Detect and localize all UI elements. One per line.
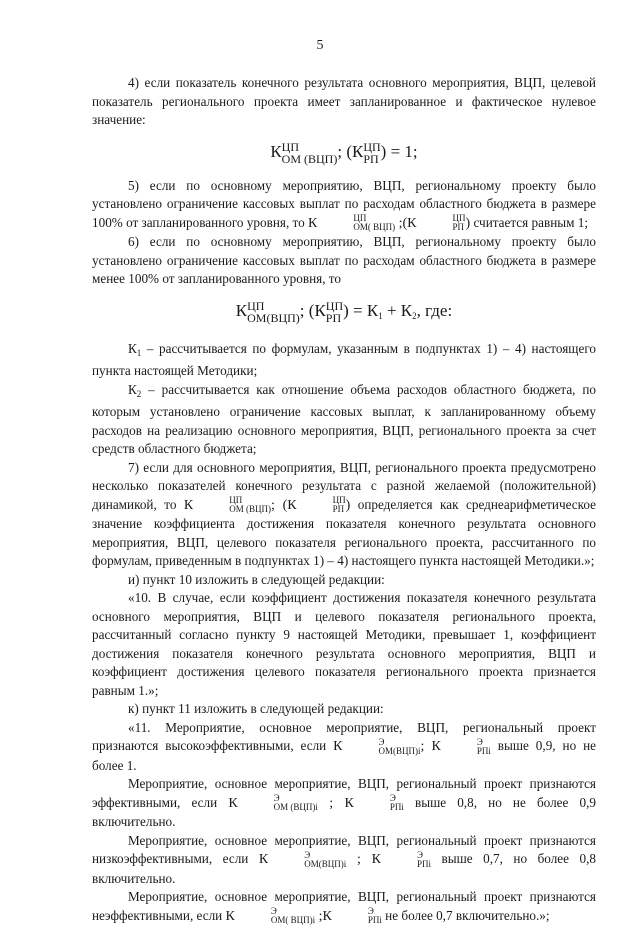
formula2-rp-indices (326, 300, 343, 324)
ke-a-rp-indices (441, 738, 491, 756)
formula2-sub-1: 1 (378, 310, 383, 321)
formula2-end: , где: (416, 300, 453, 320)
inline-rp-indices (417, 214, 466, 232)
inline-k-sub: ОМ( ВЦП) (353, 222, 396, 233)
k2-sub: 2 (136, 388, 142, 399)
formula-k-symbol: К (270, 141, 282, 161)
k1-text: – рассчитывается по формулам, указанным в подпунктах 1) – 4) настоящего пункта настоящей Методики; (92, 340, 596, 379)
ke-d-k: К (225, 908, 235, 924)
paragraph-point-10: «10. В случае, если коэффициент достижения показателя конечного результата основного мероприятия, ВЦП и целевого показателя регионального проекта, рассчитанный согласно пункту 9 настоящей Методики, превышает 1, коэффициент достижения показателя конечного результата основного мероприятия, ВЦП и коэффициент достижения целевого показателя регионального проекта признается равным 1.»; (92, 590, 596, 698)
inline-ke-a (333, 736, 491, 756)
inline-k-indices (317, 214, 395, 232)
p11b-tail: выше 0,8, но не более 0,9 включительно. (92, 794, 597, 830)
p11a-tail: выше 0,9, но не более 1. (92, 738, 596, 773)
formula2-k-sub: ОМ(ВЦП) (247, 310, 300, 325)
paragraph-item-5-tail: считается равным 1; (473, 214, 589, 230)
inline-paren-close: ) (465, 215, 471, 231)
ke-b-k2: К (344, 795, 354, 811)
document-body (92, 74, 596, 926)
inline7-k: К (183, 497, 194, 513)
ke-c-rp-indices (381, 851, 431, 869)
ke-c-k: К (258, 852, 269, 868)
inline-ke-b (228, 793, 404, 813)
inline7-sep: ; (271, 497, 275, 513)
paragraph-item-6: 6) если по основному мероприятию, ВЦП, региональному проекту было установлено ограничение кассовых выплат по расходам областного бюджета в размере менее 100% от запланированного уровня, то (92, 234, 596, 287)
formula-rp-indices (363, 141, 380, 165)
ke-c-rp-sub: РПi (416, 858, 431, 869)
paragraph-amend-i: и) пункт 10 изложить в следующей редакции: (128, 571, 385, 587)
definition-k2 (92, 381, 596, 459)
ke-d-rp-indices (332, 907, 382, 925)
formula-k-indices (282, 141, 338, 165)
ke-a-k: К (333, 739, 343, 755)
ke-c-indices (268, 851, 346, 869)
formula-rp-sup: ЦП (363, 139, 381, 154)
formula-tail: ) = 1; (380, 141, 418, 161)
k1-symbol: К (128, 340, 137, 356)
ke-a-sub: ОМ(ВЦП)i (378, 745, 421, 756)
inline-paren-open: (К (402, 215, 417, 231)
ke-a-rp-sup: Э (476, 736, 483, 747)
formula2-paren-open: (К (308, 300, 326, 320)
inline-sep: ; (398, 215, 403, 231)
k2-text: – рассчитывается как отношение объема расходов областного бюджета, по которым установлено ограничение кассовых выплат, к запланированному объему расходов на реализацию основного мероприятия, ВЦП, регионального проекта за счет средств областного бюджета; (92, 381, 596, 457)
paragraph-item-5 (92, 177, 596, 234)
p11c-text: Мероприятие, основное мероприятие, ВЦП, региональный проект признаются низкоэффективными, если (92, 832, 596, 867)
paragraph-amend-k: к) пункт 11 изложить в следующей редакции: (128, 701, 384, 717)
inline-rp-sup: ЦП (452, 213, 466, 224)
paragraph-point-11-ineffective (92, 888, 596, 926)
ke-a-indices (343, 738, 421, 756)
p11d-tail: не более 0,7 включительно.»; (385, 907, 550, 923)
inline-k-sup: ЦП (353, 213, 367, 224)
paragraph-item-5-text: 5) если по основному мероприятию, ВЦП, региональному проекту было установлено ограничение кассовых выплат по расходам областного бюджета в размере 100% от запланированного уровня, то (92, 177, 596, 230)
p11b-text: Мероприятие, основное мероприятие, ВЦП, региональный проект признаются эффективными, если (92, 776, 596, 810)
ke-b-rp-indices (354, 794, 404, 812)
ke-c-sep: ; (356, 852, 361, 868)
formula-rp-sub: РП (363, 151, 379, 166)
ke-c-sub: ОМ(ВЦП)i (304, 858, 347, 869)
ke-a-rp-sub: РПi (476, 745, 491, 756)
ke-b-indices (238, 794, 318, 812)
formula2-sub-2: 2 (412, 310, 417, 321)
definition-k1 (92, 340, 596, 381)
inline7-k-sub: ОМ (ВЦП) (229, 504, 272, 515)
ke-b-rp-sup: Э (389, 793, 396, 804)
ke-d-rp-sup: Э (367, 906, 374, 917)
ke-d-sep: ; (318, 908, 323, 924)
paragraph-item-7-tail: определяется как среднеарифметическое значение коэффициента достижения показателя конечного результата основного мероприятия, ВЦП, целевого показателя регионального проекта, рассчитанного по формулам, приведенным в подпунктах 1) – 4) настоящего пункта настоящей Методики.»; (92, 496, 596, 569)
formula-k-equals-1 (92, 140, 596, 165)
inline7-paren-close: ) (345, 497, 351, 513)
formula2-k-indices (247, 300, 300, 324)
inline7-rp-sub: РП (332, 504, 345, 515)
inline7-rp-indices (297, 496, 346, 514)
formula-sep: ; (337, 141, 343, 161)
formula2-k-sup: ЦП (247, 298, 265, 313)
p11a-text: «11. Мероприятие, основное мероприятие, ВЦП, региональный проект признаются высокоэффективными, если (92, 719, 596, 754)
paragraph-item-7 (92, 459, 596, 571)
formula2-rp-sup: ЦП (325, 298, 344, 313)
k2-symbol: К (128, 381, 137, 397)
ke-c-sup: Э (304, 849, 311, 860)
inline7-k-indices (193, 496, 271, 514)
page-number: 5 (316, 38, 324, 53)
ke-b-sub: ОМ (ВЦП)i (273, 802, 318, 813)
inline-k: К (308, 215, 318, 231)
inline-formula-7 (183, 495, 351, 515)
inline7-paren-open: (К (282, 497, 297, 513)
paragraph-item-7-text: 7) если для основного мероприятия, ВЦП, регионального проекта предусмотрено несколько показателей конечного результата с разной желаемой (положительной) динамикой, то (92, 459, 596, 512)
inline-formula-5 (308, 213, 471, 233)
ke-b-k: К (228, 795, 238, 811)
inline-ke-d (225, 906, 382, 926)
ke-c-k2: К (371, 852, 381, 868)
inline7-rp-sup: ЦП (332, 495, 346, 506)
p11c-tail: выше 0,7, но более 0,8 включительно. (92, 851, 597, 886)
formula-k-sup: ЦП (281, 139, 300, 154)
formula-paren-open: (К (346, 141, 364, 161)
ke-c-rp-sup: Э (416, 849, 423, 860)
paragraph-point-11-low (92, 832, 596, 889)
ke-a-k2: К (431, 739, 441, 755)
formula2-rp-sub: РП (325, 310, 342, 325)
k1-sub: 1 (136, 347, 142, 358)
formula2-sep: ; (299, 300, 305, 320)
inline7-k-sup: ЦП (229, 495, 243, 506)
ke-d-sup: Э (270, 906, 277, 917)
ke-d-rp-sub: РПi (367, 915, 382, 926)
paragraph-point-11-effective (92, 775, 596, 832)
ke-a-sep: ; (420, 739, 425, 755)
paragraph-item-4: 4) если показатель конечного результата основного мероприятия, ВЦП, целевой показатель регионального проекта имеет запланированное и фактическое нулевое значение: (92, 75, 596, 127)
ke-d-indices (235, 907, 315, 925)
ke-b-sup: Э (273, 793, 280, 804)
formula-k-sub-om: ОМ (ВЦП) (281, 151, 338, 166)
inline-ke-c (258, 849, 431, 869)
ke-b-sep: ; (329, 795, 334, 811)
ke-d-sub: ОМ( ВЦП)i (270, 915, 316, 926)
paragraph-point-11-high (92, 719, 596, 776)
ke-b-rp-sub: РПi (389, 802, 404, 813)
ke-d-k2: К (322, 908, 332, 924)
formula2-plus-k: + К (382, 300, 413, 320)
ke-a-sup: Э (378, 736, 385, 747)
inline-rp-sub: РП (452, 222, 465, 233)
formula2-eq-k: ) = К (343, 300, 379, 320)
formula-k-sum (92, 299, 596, 328)
p11d-text: Мероприятие, основное мероприятие, ВЦП, региональный проект признаются неэффективными, если (92, 889, 596, 923)
formula2-k: К (235, 300, 248, 320)
